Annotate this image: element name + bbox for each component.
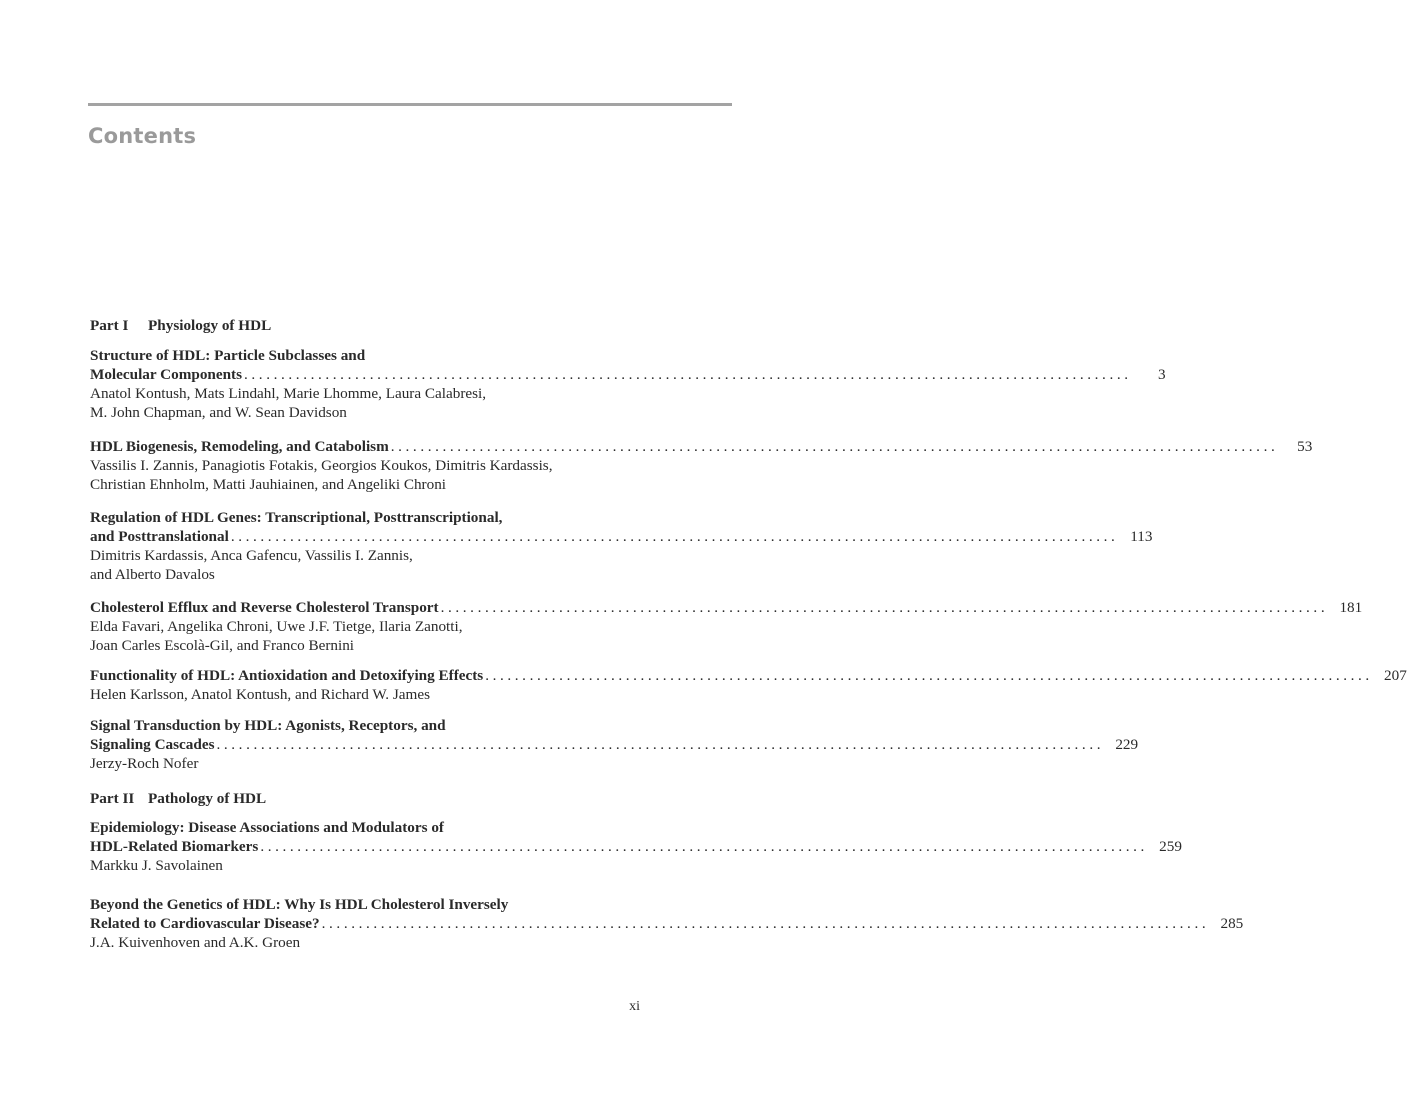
dot-leader: ........................................................................................................................: [390, 438, 1279, 455]
toc-entry[interactable]: [90, 895, 1244, 952]
chapter-title-line[interactable]: Regulation of HDL Genes: Transcriptional, Posttranscriptional,: [90, 509, 503, 526]
chapter-title-line[interactable]: Beyond the Genetics of HDL: Why Is HDL Cholesterol Inversely: [90, 896, 509, 913]
chapter-title-leader-line[interactable]: [90, 735, 1139, 754]
chapter-authors-line: and Alberto Davalos: [90, 566, 215, 583]
chapter-page-number[interactable]: 113: [1130, 528, 1153, 545]
chapter-page-number[interactable]: 285: [1220, 915, 1244, 932]
dot-leader: ........................................................................................................................: [260, 838, 1148, 855]
toc-entry[interactable]: [90, 818, 1182, 875]
chapter-title-leader-line[interactable]: [90, 527, 1153, 546]
chapter-page-number[interactable]: 181: [1339, 599, 1363, 616]
part-title: Physiology of HDL: [148, 317, 272, 334]
toc-entry[interactable]: [90, 716, 1139, 773]
dot-leader: ........................................................................................................................: [216, 736, 1105, 753]
part-number: Part II: [90, 790, 135, 807]
chapter-title-line[interactable]: Signaling Cascades: [90, 736, 215, 753]
dot-leader: ........................................................................................................................: [485, 667, 1373, 684]
toc-entry[interactable]: [90, 437, 1313, 494]
chapter-title-line[interactable]: Molecular Components: [90, 366, 243, 383]
part-title: Pathology of HDL: [148, 790, 267, 807]
chapter-authors-line: Vassilis I. Zannis, Panagiotis Fotakis, Georgios Koukos, Dimitris Kardassis,: [90, 457, 553, 474]
dot-leader: ........................................................................................................................: [440, 599, 1329, 616]
part-heading: [90, 789, 640, 808]
chapter-page-number[interactable]: 229: [1115, 736, 1139, 753]
chapter-title-line[interactable]: Signal Transduction by HDL: Agonists, Receptors, and: [90, 717, 446, 734]
chapter-title-leader-line[interactable]: [90, 914, 1244, 933]
chapter-authors-line: Elda Favari, Angelika Chroni, Uwe J.F. Tietge, Ilaria Zanotti,: [90, 618, 463, 635]
chapter-title-leader-line[interactable]: [90, 365, 1166, 384]
chapter-authors-line: Helen Karlsson, Anatol Kontush, and Richard W. James: [90, 686, 430, 703]
chapter-authors-line: Joan Carles Escolà-Gil, and Franco Bernini: [90, 637, 355, 654]
chapter-page-number[interactable]: 259: [1159, 838, 1182, 855]
part-heading: [90, 316, 640, 335]
chapter-title-leader-line[interactable]: [90, 437, 1313, 456]
chapter-authors-line: Jerzy-Roch Nofer: [90, 755, 199, 772]
part-number: Part I: [90, 317, 129, 334]
chapter-page-number[interactable]: 207: [1384, 667, 1407, 684]
page-title: Contents: [88, 124, 197, 148]
header-rule: [88, 103, 732, 106]
chapter-title-leader-line[interactable]: [90, 666, 1407, 685]
toc-entry[interactable]: [90, 508, 1153, 584]
chapter-title-line[interactable]: Functionality of HDL: Antioxidation and Detoxifying Effects: [90, 667, 484, 684]
page-number: xi: [629, 999, 640, 1014]
dot-leader: ........................................................................................................................: [321, 915, 1210, 932]
chapter-page-number[interactable]: 53: [1297, 438, 1313, 455]
chapter-title-line[interactable]: Cholesterol Efflux and Reverse Cholesterol Transport: [90, 599, 439, 616]
chapter-authors-line: Anatol Kontush, Mats Lindahl, Marie Lhomme, Laura Calabresi,: [90, 385, 487, 402]
chapter-title-line[interactable]: HDL-Related Biomarkers: [90, 838, 259, 855]
chapter-authors-line: Markku J. Savolainen: [90, 857, 223, 874]
chapter-title-line[interactable]: HDL Biogenesis, Remodeling, and Catabolism: [90, 438, 389, 455]
chapter-title-leader-line[interactable]: [90, 598, 1363, 617]
chapter-title-leader-line[interactable]: [90, 837, 1182, 856]
chapter-title-line[interactable]: Epidemiology: Disease Associations and Modulators of: [90, 819, 444, 836]
chapter-title-line[interactable]: Related to Cardiovascular Disease?: [90, 915, 320, 932]
toc-entry[interactable]: [90, 666, 1407, 704]
dot-leader: ........................................................................................................................: [244, 366, 1132, 383]
chapter-page-number[interactable]: 3: [1158, 366, 1166, 383]
toc-entry[interactable]: [90, 346, 1166, 422]
chapter-authors-line: J.A. Kuivenhoven and A.K. Groen: [90, 934, 301, 951]
chapter-authors-line: Christian Ehnholm, Matti Jauhiainen, and Angeliki Chroni: [90, 476, 447, 493]
toc-entry[interactable]: [90, 598, 1363, 655]
dot-leader: ........................................................................................................................: [230, 528, 1119, 545]
chapter-title-line[interactable]: Structure of HDL: Particle Subclasses and: [90, 347, 366, 364]
chapter-authors-line: M. John Chapman, and W. Sean Davidson: [90, 404, 347, 421]
chapter-authors-line: Dimitris Kardassis, Anca Gafencu, Vassilis I. Zannis,: [90, 547, 413, 564]
chapter-title-line[interactable]: and Posttranslational: [90, 528, 229, 545]
